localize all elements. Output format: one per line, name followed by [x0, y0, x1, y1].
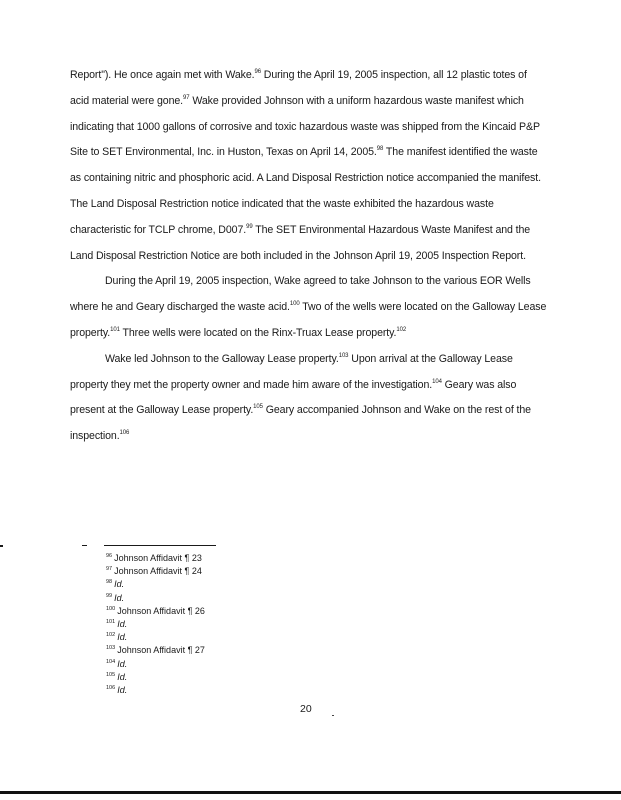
footnote-number: 96	[106, 553, 113, 559]
footnote	[106, 643, 306, 656]
footnotes	[106, 551, 306, 696]
text-segment: Two of the wells were located on the Galloway Lease property.	[70, 301, 547, 339]
footnote-number: 100	[106, 605, 116, 612]
text-segment: Wake provided Johnson with a uniform hazardous waste manifest which indicating that 1000 gallons of corrosive and toxic hazardous waste was shipped from the Kincaid P&P Site to SET Environmental, Inc. in Huston, Texas on April 14, 2005.	[70, 94, 540, 159]
footnote	[106, 577, 306, 590]
footnote-ref: 105	[253, 404, 263, 411]
text-segment: During the April 19, 2005 inspection, all 12 plastic totes of acid material were gone.	[70, 69, 527, 107]
text-segment: Three wells were located on the Rinx-Truax Lease property.	[119, 326, 397, 339]
footnote-text: Johnson Affidavit ¶ 26	[117, 605, 205, 616]
body-text	[70, 63, 548, 450]
footnote	[106, 551, 306, 564]
text-segment: Wake led Johnson to the Galloway Lease property.	[105, 352, 339, 365]
footnote-text: Id.	[117, 619, 128, 630]
footnote-number: 105	[106, 671, 116, 678]
footnote-number: 97	[106, 566, 113, 573]
footnote-text: Id.	[114, 592, 125, 603]
footnote-number: 98	[106, 579, 113, 586]
footnote-ref: 102	[396, 326, 407, 333]
footnote	[106, 630, 306, 643]
text-segment: Geary was also present at the Galloway Lease property.	[70, 378, 517, 417]
footnote-text: Id.	[117, 685, 128, 696]
footnote-text: Id.	[114, 579, 125, 590]
footnote-ref: 96	[254, 69, 261, 75]
scan-bottom-edge	[0, 791, 621, 794]
footnote-ref: 101	[110, 326, 120, 333]
footnote-text: Id.	[117, 671, 128, 682]
footnote-text: Johnson Affidavit ¶ 23	[114, 553, 202, 563]
scan-mark	[0, 545, 3, 547]
footnote-text: Id.	[117, 658, 128, 669]
footnote	[106, 591, 306, 604]
footnote-text: Johnson Affidavit ¶ 24	[114, 566, 202, 577]
footnote-number: 106	[106, 685, 116, 692]
footnote-ref: 97	[183, 94, 190, 101]
text-segment: Upon arrival at the Galloway Lease property they met the property owner and made him aware of the investigation.	[70, 352, 513, 391]
paragraph-galloway-lease	[70, 347, 548, 450]
footnote-ref: 99	[246, 223, 253, 230]
footnote	[106, 683, 306, 696]
text-segment: The manifest identified the waste as containing nitric and phosphoric acid. A Land Disposal Restriction notice accompanied the manifest. The Land Disposal Restriction notice indicated that the waste exhibited the hazardous waste characteristic for TCLP chrome, D007.	[70, 146, 541, 236]
footnote-number: 102	[106, 632, 116, 639]
paragraph-report-continuation	[70, 63, 548, 269]
footnote-number: 99	[106, 592, 113, 599]
footnote	[106, 564, 306, 577]
footnote	[106, 670, 306, 683]
text-segment: The SET Environmental Hazardous Waste Manifest and the Land Disposal Restriction Notice are both included in the Johnson April 19, 2005 Inspection Report.	[70, 223, 531, 262]
footnote-ref: 100	[289, 301, 300, 308]
footnote-number: 101	[106, 619, 116, 626]
footnote	[106, 657, 306, 670]
footnote-text: Johnson Affidavit ¶ 27	[117, 645, 205, 656]
footnote-ref: 98	[376, 146, 384, 153]
footnote	[106, 617, 306, 630]
footnote-number: 103	[106, 645, 116, 652]
paragraph-eor-wells	[70, 269, 548, 346]
text-segment: Geary accompanied Johnson and Wake on the rest of the inspection.	[70, 404, 531, 443]
footnote-number: 104	[106, 658, 116, 665]
text-segment: Report"). He once again met with Wake.	[70, 69, 255, 81]
footnote-ref: 106	[119, 430, 130, 437]
footnote-separator	[104, 545, 216, 546]
scan-speck	[332, 715, 334, 716]
footnote-ref: 103	[338, 352, 349, 359]
text-segment: During the April 19, 2005 inspection, Wake agreed to take Johnson to the various EOR Wells where he and Geary discharged the waste acid.	[70, 275, 531, 314]
footnote	[106, 604, 306, 617]
footnote-text: Id.	[117, 632, 128, 643]
footnote-ref: 104	[432, 378, 442, 385]
page-number: 20	[300, 703, 312, 715]
footnote-tick	[82, 545, 87, 546]
